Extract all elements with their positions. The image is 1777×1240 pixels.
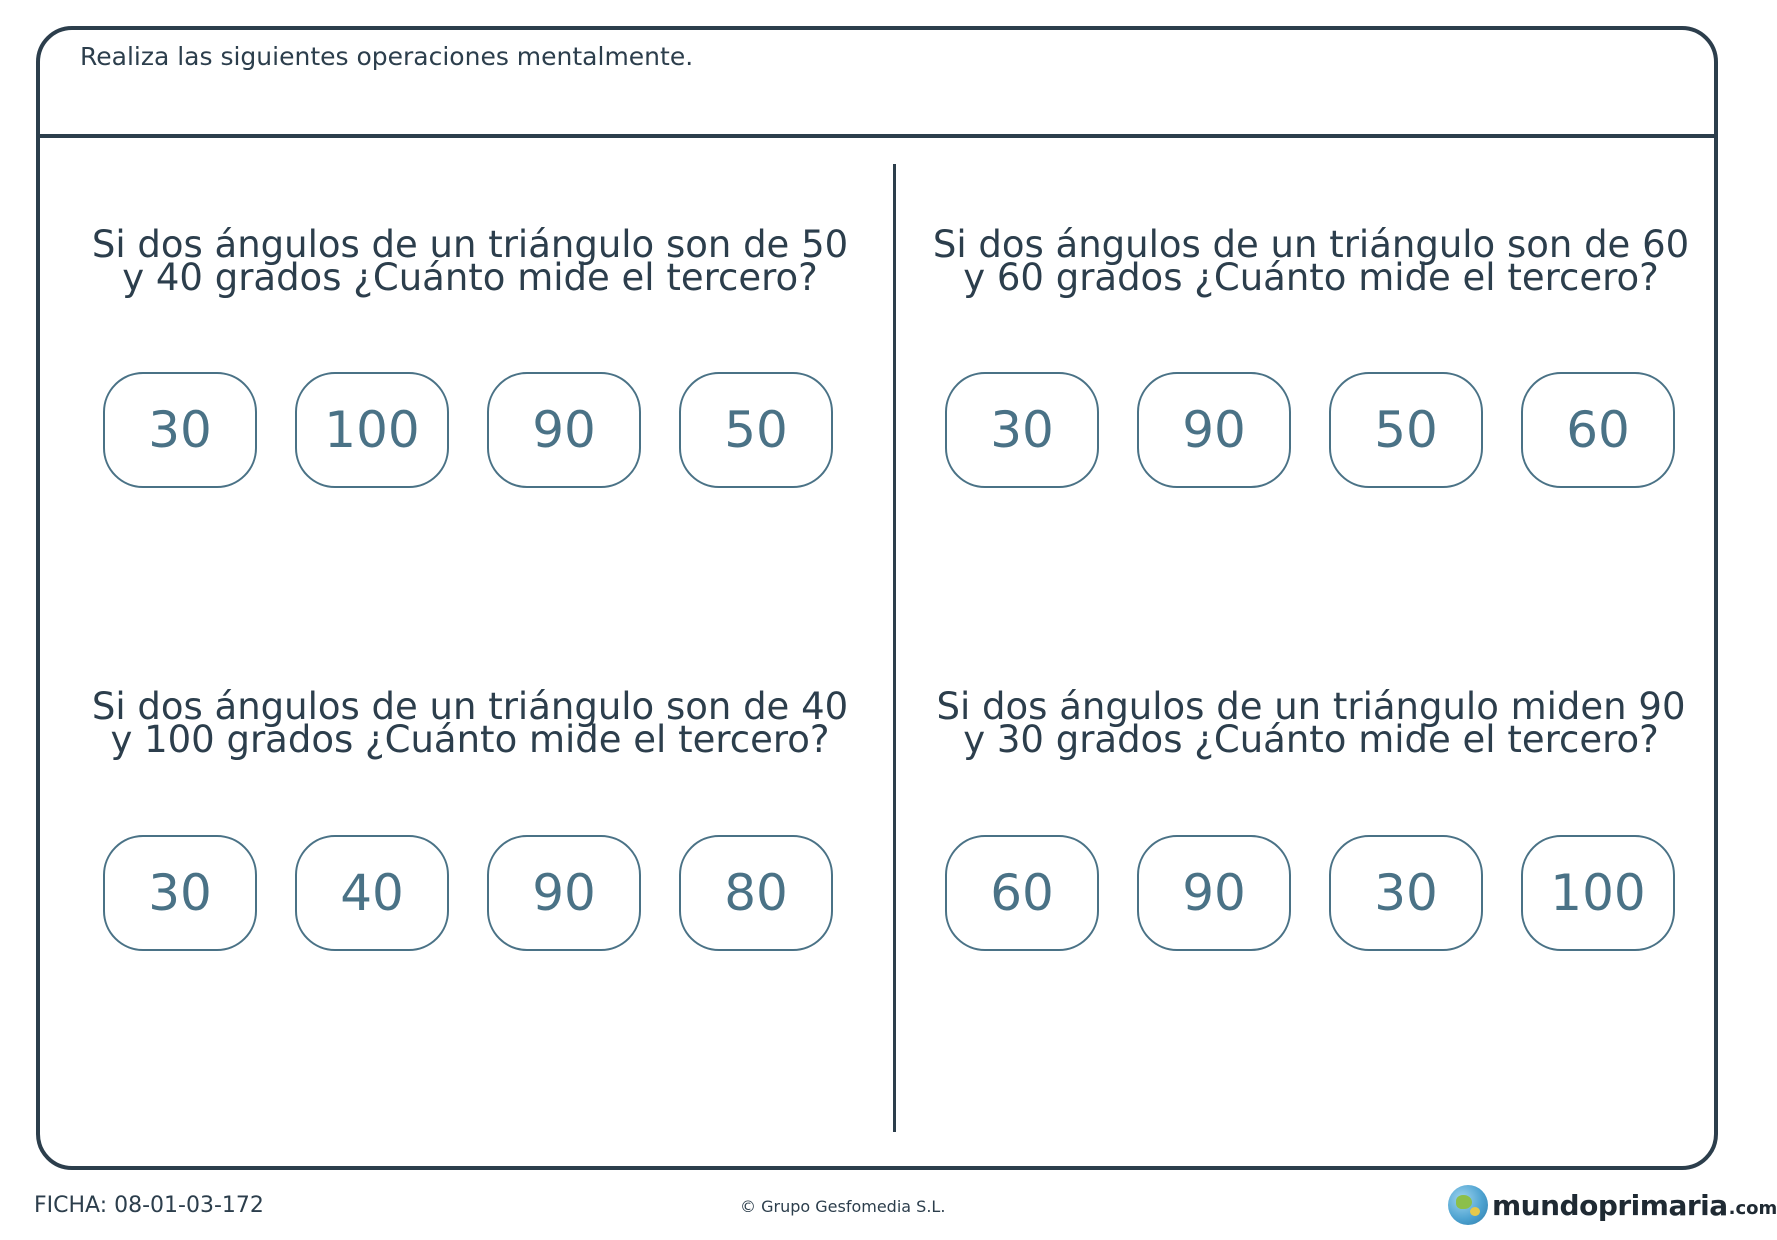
exercise-4-option-2[interactable]: 90 — [1137, 835, 1291, 951]
exercise-3-option-2[interactable]: 40 — [295, 835, 449, 951]
worksheet-frame — [36, 26, 1718, 1170]
exercise-3-option-4[interactable]: 80 — [679, 835, 833, 951]
exercise-4-options — [945, 835, 1675, 951]
exercise-2-option-3[interactable]: 50 — [1329, 372, 1483, 488]
exercise-1-question: Si dos ángulos de un triángulo son de 50 y 40 grados ¿Cuánto mide el tercero? — [91, 223, 849, 299]
brand-tld: .com — [1728, 1197, 1777, 1219]
copyright-text: © Grupo Gesfomedia S.L. — [740, 1197, 946, 1216]
center-divider — [893, 164, 896, 1132]
brand-logo[interactable] — [1448, 1185, 1777, 1225]
exercise-4-question: Si dos ángulos de un triángulo miden 90 y 30 grados ¿Cuánto mide el tercero? — [936, 685, 1686, 761]
exercise-4-option-3[interactable]: 30 — [1329, 835, 1483, 951]
exercise-2-question: Si dos ángulos de un triángulo son de 60 y 60 grados ¿Cuánto mide el tercero? — [932, 223, 1690, 299]
exercise-2-options — [945, 372, 1675, 488]
exercise-1-option-3[interactable]: 90 — [487, 372, 641, 488]
exercise-1-options — [103, 372, 833, 488]
exercise-4-option-1[interactable]: 60 — [945, 835, 1099, 951]
exercise-1-option-2[interactable]: 100 — [295, 372, 449, 488]
exercise-1-option-4[interactable]: 50 — [679, 372, 833, 488]
brand-name: mundoprimaria — [1492, 1188, 1728, 1222]
exercise-3-option-1[interactable]: 30 — [103, 835, 257, 951]
exercise-4-option-4[interactable]: 100 — [1521, 835, 1675, 951]
exercise-3-options — [103, 835, 833, 951]
exercise-2-option-1[interactable]: 30 — [945, 372, 1099, 488]
exercise-3-question: Si dos ángulos de un triángulo son de 40 y 100 grados ¿Cuánto mide el tercero? — [91, 685, 849, 761]
instructions-text: Realiza las siguientes operaciones mentalmente. — [80, 42, 694, 71]
exercise-3-option-3[interactable]: 90 — [487, 835, 641, 951]
exercise-1-option-1[interactable]: 30 — [103, 372, 257, 488]
worksheet-code: FICHA: 08-01-03-172 — [34, 1193, 264, 1218]
exercise-2-option-4[interactable]: 60 — [1521, 372, 1675, 488]
globe-icon — [1448, 1185, 1488, 1225]
header-divider — [40, 134, 1714, 138]
exercise-2-option-2[interactable]: 90 — [1137, 372, 1291, 488]
